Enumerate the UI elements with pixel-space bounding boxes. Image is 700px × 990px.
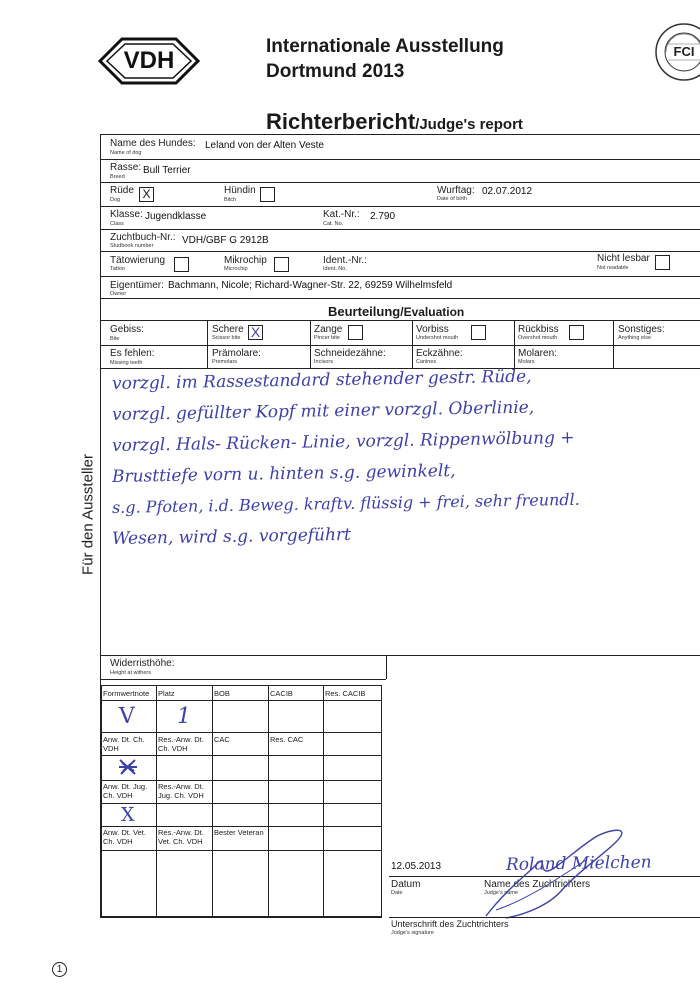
other-label-en: Anything else	[618, 335, 652, 341]
overshot-label-en: Overshot mouth	[518, 335, 558, 341]
male-label-en: Dog	[110, 197, 121, 203]
cac-label: CAC	[214, 735, 230, 744]
judge-name-label: Name des Zuchtrichters	[484, 879, 591, 890]
evaluation-line-3: vorzgl. Hals- Rücken- Linie, vorzgl. Rippenwölbung +	[111, 427, 575, 456]
cacib-header: CACIB	[270, 689, 293, 698]
owner-label-en: Owner	[110, 291, 127, 297]
breed-value: Bull Terrier	[143, 165, 191, 176]
page-number: 1	[52, 962, 67, 977]
female-label-en: Bitch	[224, 197, 237, 203]
scissor-label-en: Scissor bite	[212, 335, 241, 341]
height-label-en: Height at withers	[110, 670, 151, 676]
undershot-label: Vorbiss	[416, 324, 449, 335]
pincer-label-en: Pincer bite	[314, 335, 340, 341]
incisors-label: Schneidezähne:	[314, 348, 386, 359]
catno-label: Kat.-Nr.:	[323, 209, 360, 220]
evaluation-line-4: Brusttiefe vorn u. hinten s.g. gewinkelt,	[111, 461, 456, 487]
evaluation-line-6: Wesen, wird s.g. vorgeführt	[111, 524, 352, 549]
res-cac-label: Res. CAC	[270, 735, 304, 744]
scissor-checkbox[interactable]: X	[248, 325, 263, 340]
male-label: Rüde	[110, 185, 134, 196]
missing-teeth-label-en: Missing teeth	[110, 360, 143, 366]
microchip-label-en: Microchip	[224, 266, 248, 272]
evaluation-title	[328, 303, 464, 321]
missing-teeth-label: Es fehlen:	[110, 348, 155, 359]
overshot-label: Rückbiss	[518, 324, 559, 335]
dog-name-label: Name des Hundes:	[110, 138, 196, 149]
evaluation-line-2: vorzgl. gefüllter Kopf mit einer vorzgl. Oberlinie,	[111, 397, 535, 425]
male-checkbox[interactable]: X	[139, 187, 154, 202]
female-label: Hündin	[224, 185, 256, 196]
judge-name-value: Roland Mielchen	[505, 852, 652, 875]
vdh-logo	[98, 36, 200, 86]
not-readable-label: Nicht lesbar	[597, 253, 650, 264]
tattoo-checkbox[interactable]	[174, 257, 189, 272]
ident-label: Ident.-Nr.:	[323, 255, 367, 266]
judge-signature	[466, 820, 646, 920]
birth-label: Wurftag:	[437, 185, 475, 196]
studbook-label-en: Studbook number	[110, 243, 154, 249]
tattoo-label: Tätowierung	[110, 255, 166, 266]
tattoo-label-en: Tattoo	[110, 266, 125, 272]
height-label: Widerristhöhe:	[110, 658, 175, 669]
fci-seal	[654, 22, 700, 82]
judge-name-label-en: Judge's name	[484, 890, 519, 896]
youth-champion-mark: X	[120, 803, 135, 826]
place-header: Platz	[158, 689, 175, 698]
canines-label-en: Canines	[416, 359, 437, 365]
youth-champion-label: Anw. Dt. Jug. Ch. VDH	[103, 782, 148, 800]
catno-value: 2.790	[370, 211, 396, 222]
grade-value: V	[118, 703, 136, 729]
pincer-label: Zange	[314, 324, 343, 335]
microchip-checkbox[interactable]	[274, 257, 289, 272]
evaluation-title-en: /Evaluation	[400, 305, 465, 319]
res-veteran-champion-label: Res.-Anw. Dt. Vet. Ch. VDH	[158, 828, 204, 846]
class-value: Jugendklasse	[145, 211, 207, 222]
molars-label: Molaren:	[518, 348, 557, 359]
bite-label-en: Bite	[110, 336, 120, 342]
bite-label: Gebiss:	[110, 324, 144, 335]
not-readable-checkbox[interactable]	[655, 255, 670, 270]
catno-label-en: Cat. No.	[323, 221, 344, 227]
owner-label: Eigentümer:	[110, 280, 164, 291]
breed-label: Rasse:	[110, 162, 142, 173]
date-value: 12.05.2013	[391, 861, 442, 872]
signature-label-en: Judge's signature	[391, 930, 434, 936]
molars-label-en: Molars	[518, 359, 535, 365]
scissor-label: Schere	[212, 324, 244, 335]
incisors-label-en: Incisors	[314, 359, 333, 365]
champion-label: Anw. Dt. Ch. VDH	[103, 735, 145, 753]
canines-label: Eckzähne:	[416, 348, 463, 359]
best-veteran-label: Bester Veteran	[214, 828, 264, 837]
date-label-en: Date	[391, 890, 403, 896]
exhibitor-side-label: Für den Aussteller	[79, 454, 97, 575]
res-cacib-header: Res. CACIB	[325, 689, 366, 698]
grading-grid	[101, 685, 382, 917]
report-title-en: /Judge's report	[415, 116, 523, 133]
grade-header: Formwertnote	[103, 689, 150, 698]
other-label: Sonstiges:	[618, 324, 665, 335]
premolars-label: Prämolare:	[212, 348, 261, 359]
show-title-line1: Internationale Ausstellung	[266, 36, 504, 57]
studbook-label: Zuchtbuch-Nr.:	[110, 232, 176, 243]
undershot-label-en: Undershot mouth	[416, 335, 459, 341]
report-title-de: Richterbericht	[266, 109, 416, 134]
vdh-logo-text: VDH	[123, 47, 175, 74]
place-value: 1	[176, 703, 192, 729]
signature-label: Unterschrift des Zuchtrichters	[391, 919, 509, 929]
not-readable-label-en: Not readable	[597, 265, 629, 271]
class-label: Klasse:	[110, 209, 143, 220]
res-youth-champion-label: Res.-Anw. Dt. Jug. Ch. VDH	[158, 782, 204, 800]
evaluation-title-de: Beurteilung	[328, 304, 401, 319]
microchip-label: Mikrochip	[224, 255, 267, 266]
scribble-mark-icon	[117, 757, 139, 777]
premolars-label-en: Premolars	[212, 359, 238, 365]
res-champion-label: Res.-Anw. Dt. Ch. VDH	[158, 735, 204, 753]
female-checkbox[interactable]	[260, 187, 275, 202]
birth-label-en: Date of birth	[437, 196, 467, 202]
veteran-champion-label: Anw. Dt. Vet. Ch. VDH	[103, 828, 146, 846]
date-label: Datum	[391, 879, 421, 890]
overshot-checkbox[interactable]	[569, 325, 584, 340]
ident-label-en: Ident. No.	[323, 266, 347, 272]
undershot-checkbox[interactable]	[471, 325, 486, 340]
dog-name-value: Leland von der Alten Veste	[205, 140, 324, 151]
birth-value: 02.07.2012	[482, 186, 533, 197]
owner-value: Bachmann, Nicole; Richard-Wagner-Str. 22, 69259 Wilhelmsfeld	[168, 280, 453, 291]
class-label-en: Class	[110, 221, 124, 227]
evaluation-line-1: vorzgl. im Rassestandard stehender gestr. Rüde,	[111, 366, 532, 394]
breed-label-en: Breed	[110, 174, 125, 180]
dog-name-label-en: Name of dog	[110, 150, 142, 156]
studbook-value: VDH/GBF G 2912B	[182, 235, 269, 246]
show-title-line2: Dortmund 2013	[266, 61, 405, 82]
fci-seal-text: FCI	[673, 44, 695, 59]
report-title	[266, 109, 523, 135]
pincer-checkbox[interactable]	[348, 325, 363, 340]
bob-header: BOB	[214, 689, 230, 698]
evaluation-line-5: s.g. Pfoten, i.d. Beweg. kraftv. flüssig + frei, sehr freundl.	[111, 489, 580, 517]
